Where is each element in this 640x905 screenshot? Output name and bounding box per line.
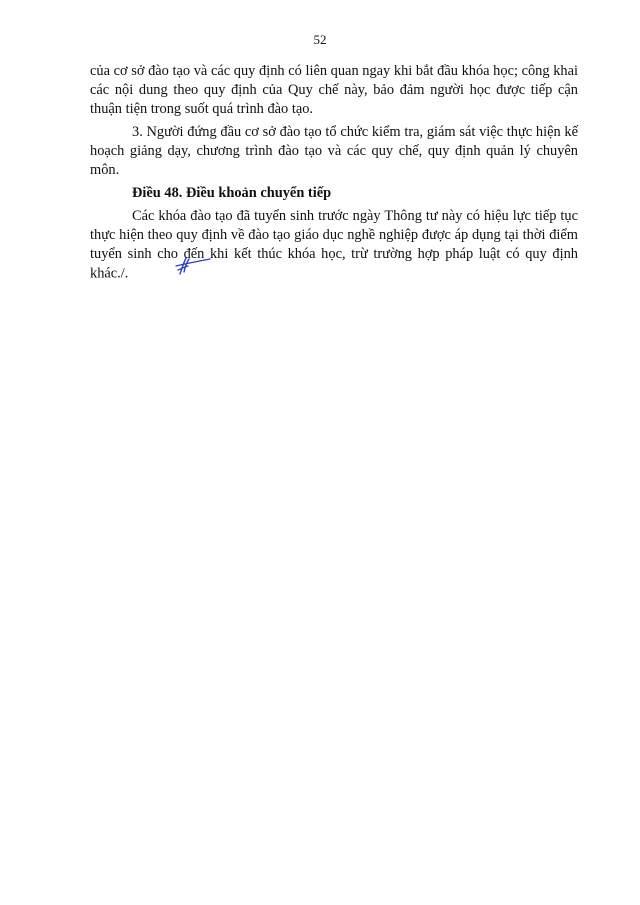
paragraph-3: 3. Người đứng đầu cơ sở đào tạo tổ chức kiểm tra, giám sát việc thực hiện kế hoạch giảng dạy, chương trình đào tạo và các quy chế, quy định quản lý chuyên môn. <box>90 124 578 178</box>
document-body <box>90 62 578 288</box>
article-48-body-text: Các khóa đào tạo đã tuyển sinh trước ngày Thông tư này có hiệu lực tiếp tục thực hiện theo quy định về đào tạo giáo dục nghề nghiệp được áp dụng tại thời điểm tuyển sinh cho đến khi kết thúc khóa học, trừ trường hợp pháp luật có quy định khác./. <box>90 208 578 282</box>
page-number: 52 <box>313 32 327 47</box>
article-48-heading: Điều 48. Điều khoản chuyển tiếp <box>132 185 332 201</box>
article-48-body <box>90 207 578 284</box>
handwritten-initials-icon <box>130 254 212 284</box>
paragraph-continued: của cơ sở đào tạo và các quy định có liên quan ngay khi bắt đầu khóa học; công khai các nội dung theo quy định của Quy chế này, bảo đảm người học được tiếp cận thuận tiện trong suốt quá trình đào tạo. <box>90 63 578 117</box>
